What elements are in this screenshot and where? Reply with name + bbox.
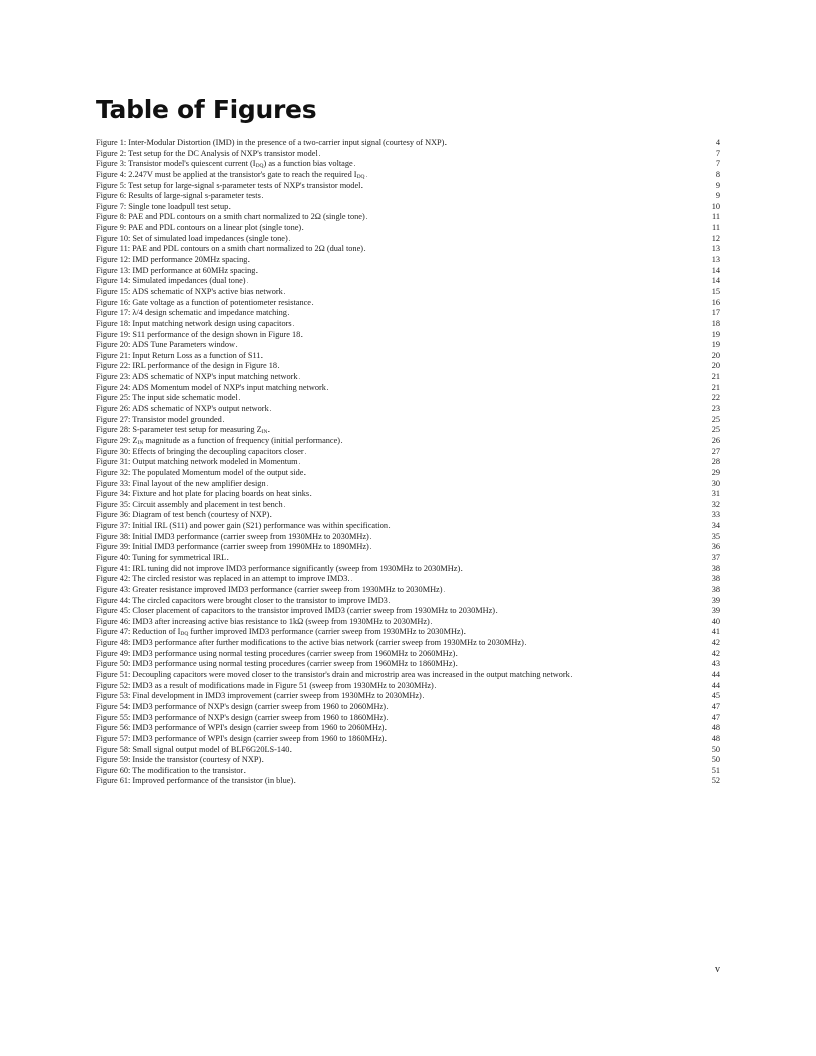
- figure-entry-page: 25: [711, 414, 720, 424]
- figure-entry-page: 31: [711, 489, 720, 499]
- figure-entry[interactable]: [96, 319, 720, 330]
- figure-entry[interactable]: [96, 489, 720, 500]
- dot-leader: [354, 159, 715, 170]
- dot-leader: [496, 606, 711, 617]
- dot-leader: [299, 457, 711, 468]
- dot-leader: [366, 170, 715, 181]
- figure-entry[interactable]: [96, 308, 720, 319]
- figure-entry[interactable]: [96, 223, 720, 234]
- figure-entry-label: Figure 21: Input Return Loss as a function of S11: [96, 350, 261, 360]
- figure-entry[interactable]: [96, 574, 720, 585]
- figure-entry-label: Figure 31: Output matching network modeled in Momentum: [96, 457, 298, 467]
- figure-entry-page: 30: [711, 478, 720, 488]
- figure-entry[interactable]: [96, 276, 720, 287]
- dot-leader: [385, 723, 710, 734]
- dot-leader: [461, 564, 710, 575]
- figure-entry-page: 26: [711, 435, 720, 445]
- dot-leader: [284, 500, 711, 511]
- figure-entry-label: Figure 20: ADS Tune Parameters window: [96, 340, 235, 350]
- figure-entry-page: 43: [711, 659, 720, 669]
- dot-leader: [370, 542, 711, 553]
- figure-entry-label: Figure 36: Diagram of test bench (courtesy of NXP): [96, 510, 270, 520]
- figure-entry-page: 19: [711, 340, 720, 350]
- figure-entry-page: 38: [711, 584, 720, 594]
- figure-entry[interactable]: [96, 457, 720, 468]
- figure-entry-page: 50: [711, 755, 720, 765]
- figure-entry-label: Figure 11: PAE and PDL contours on a smith chart normalized to 2Ω (dual tone): [96, 244, 364, 254]
- page-number: v: [715, 964, 720, 975]
- figure-entry-page: 50: [711, 744, 720, 754]
- figure-entry-page: 33: [711, 510, 720, 520]
- figure-entry[interactable]: [96, 149, 720, 160]
- figure-entry[interactable]: [96, 159, 720, 170]
- figure-entry[interactable]: [96, 298, 720, 309]
- figure-entry-label: Figure 2: Test setup for the DC Analysis of NXP's transistor model: [96, 148, 318, 158]
- figure-entry[interactable]: [96, 542, 720, 553]
- figure-entry-page: 17: [711, 308, 720, 318]
- figure-entry[interactable]: [96, 372, 720, 383]
- dot-leader: [361, 181, 714, 192]
- figure-entry-label: Figure 43: Greater resistance improved IMD3 performance (carrier sweep from 1930MHz to 2030MHz): [96, 584, 443, 594]
- figure-entry[interactable]: [96, 361, 720, 372]
- figure-entry-label: Figure 37: Initial IRL (S11) and power gain (S21) performance was within specification: [96, 521, 389, 531]
- figure-entry[interactable]: [96, 138, 720, 149]
- figure-entry-label: Figure 61: Improved performance of the transistor (in blue): [96, 776, 294, 786]
- dot-leader: [310, 489, 711, 500]
- figure-entry-page: 48: [711, 723, 720, 733]
- dot-leader: [293, 319, 711, 330]
- figure-entry-label: Figure 49: IMD3 performance using normal testing procedures (carrier sweep from 1960MHz to 2060MHz): [96, 648, 456, 658]
- figure-entry-page: 36: [711, 542, 720, 552]
- figure-entry-label: Figure 53: Final development in IMD3 improvement (carrier sweep from 1930MHz to 2030MHz): [96, 691, 422, 701]
- figure-entry[interactable]: [96, 649, 720, 660]
- dot-leader: [262, 191, 715, 202]
- figure-entry-label: Figure 56: IMD3 performance of WPI's design (carrier sweep from 1960 to 2060MHz): [96, 723, 385, 733]
- figure-entry[interactable]: [96, 436, 720, 447]
- figure-entry[interactable]: [96, 212, 720, 223]
- figure-entry-page: 34: [711, 521, 720, 531]
- figure-entry-page: 38: [711, 574, 720, 584]
- figure-entry-label: Figure 45: Closer placement of capacitors to the transistor improved IMD3 (carrier sweep from 1930MHz to 2030MHz): [96, 606, 496, 616]
- figure-entry-page: 20: [711, 350, 720, 360]
- dot-leader: [301, 330, 710, 341]
- figure-entry[interactable]: [96, 659, 720, 670]
- figure-entry[interactable]: [96, 617, 720, 628]
- figure-entry-label: Figure 9: PAE and PDL contours on a linear plot (single tone): [96, 223, 302, 233]
- figure-entry-label: Figure 23: ADS schematic of NXP's input matching network: [96, 372, 298, 382]
- dot-leader: [284, 287, 711, 298]
- dot-leader: [227, 553, 710, 564]
- figure-entry-label: Figure 5: Test setup for large-signal s-parameter tests of NXP's transistor model: [96, 180, 361, 190]
- figure-entry-label: Figure 3: Transistor model's quiescent current $(I_{DQ})$ as a function bias voltage: [96, 159, 353, 170]
- figure-entry-page: 21: [711, 372, 720, 382]
- figure-entry-label: Figure 58: Small signal output model of BLF6G20LS-140: [96, 744, 290, 754]
- figure-entry-page: 42: [711, 648, 720, 658]
- dot-leader: [385, 734, 710, 745]
- figure-entry[interactable]: [96, 532, 720, 543]
- figure-entry-label: Figure 6: Results of large-signal s-parameter tests: [96, 191, 261, 201]
- dot-leader: [312, 298, 711, 309]
- figure-entry-label: Figure 16: Gate voltage as a function of potentiometer resistance: [96, 297, 311, 307]
- figure-entry-page: 47: [711, 701, 720, 711]
- figure-entry-page: 47: [711, 712, 720, 722]
- figure-entry-page: 10: [711, 201, 720, 211]
- dot-leader: [351, 574, 711, 585]
- figure-entry-label: Figure 44: The circled capacitors were brought closer to the transistor to improve IMD3: [96, 595, 388, 605]
- figure-entry[interactable]: [96, 734, 720, 745]
- figure-entry[interactable]: [96, 745, 720, 756]
- figure-entry[interactable]: [96, 766, 720, 777]
- figure-entry-page: 18: [711, 318, 720, 328]
- figure-entry[interactable]: [96, 585, 720, 596]
- dot-leader: [223, 415, 711, 426]
- figure-entry[interactable]: [96, 393, 720, 404]
- figure-entry-page: 16: [711, 297, 720, 307]
- figure-entry-page: 51: [711, 765, 720, 775]
- figure-entry-label: Figure 12: IMD performance 20MHz spacing: [96, 255, 248, 265]
- figure-entry-page: 9: [715, 191, 720, 201]
- figure-entry-label: Figure 24: ADS Momentum model of NXP's input matching network: [96, 382, 326, 392]
- dot-leader: [366, 212, 711, 223]
- figure-entry-label: Figure 18: Input matching network design using capacitors: [96, 318, 292, 328]
- dot-leader: [289, 234, 711, 245]
- figure-entry[interactable]: [96, 670, 720, 681]
- dot-leader: [288, 308, 711, 319]
- figure-entry[interactable]: [96, 564, 720, 575]
- dot-leader: [456, 659, 711, 670]
- dot-leader: [256, 266, 710, 277]
- dot-leader: [319, 149, 715, 160]
- dot-leader: [294, 776, 710, 787]
- figure-entry-label: Figure 28: S-parameter test setup for measuring $Z_{IN}$: [96, 425, 268, 436]
- figure-entry[interactable]: [96, 638, 720, 649]
- figure-entry-page: 44: [711, 670, 720, 680]
- figure-entry-label: Figure 33: Final layout of the new amplifier design: [96, 478, 266, 488]
- figure-entry-label: Figure 10: Set of simulated load impedances (single tone): [96, 233, 288, 243]
- figure-entry-label: Figure 25: The input side schematic model: [96, 393, 238, 403]
- figure-entry-page: 21: [711, 382, 720, 392]
- figure-entry-page: 38: [711, 563, 720, 573]
- figure-entry[interactable]: [96, 330, 720, 341]
- figure-entry-page: 37: [711, 552, 720, 562]
- dot-leader: [270, 510, 710, 521]
- dot-leader: [525, 638, 711, 649]
- figure-entry-label: Figure 29: $Z_{IN}$ magnitude as a function of frequency (initial performance): [96, 435, 341, 446]
- figure-entry-page: 7: [715, 148, 720, 158]
- figure-entry-page: 29: [711, 467, 720, 477]
- dot-leader: [456, 649, 711, 660]
- dot-leader: [364, 244, 711, 255]
- figure-entry-label: Figure 46: IMD3 after increasing active bias resistance to 1kΩ (sweep from 1930MHz to 2030MHz): [96, 616, 430, 626]
- dot-leader: [302, 223, 711, 234]
- figure-entry-label: Figure 57: IMD3 performance of WPI's design (carrier sweep from 1960 to 1860MHz): [96, 733, 385, 743]
- figure-entry-page: 40: [711, 616, 720, 626]
- figure-entry-label: Figure 32: The populated Momentum model of the output side: [96, 467, 304, 477]
- dot-leader: [229, 202, 710, 213]
- figure-entry-label: Figure 38: Initial IMD3 performance (carrier sweep from 1930MHz to 2030MHz): [96, 531, 369, 541]
- figure-entry-label: Figure 59: Inside the transistor (courtesy of NXP): [96, 755, 262, 765]
- dot-leader: [268, 425, 710, 436]
- figure-entry-label: Figure 15: ADS schematic of NXP's active bias network: [96, 286, 283, 296]
- figure-entry[interactable]: [96, 691, 720, 702]
- figure-entry-label: Figure 60: The modification to the transistor: [96, 765, 244, 775]
- dot-leader: [464, 627, 710, 638]
- figure-entry-label: Figure 47: Reduction of $I_{DQ}$ further improved IMD3 performance (carrier sweep from 1930MHz to 2030MHz): [96, 627, 464, 638]
- dot-leader: [270, 404, 711, 415]
- figure-entry-page: 14: [711, 265, 720, 275]
- figure-entry-label: Figure 35: Circuit assembly and placement in test bench: [96, 499, 283, 509]
- figure-entry[interactable]: [96, 340, 720, 351]
- figure-entry-page: 52: [711, 776, 720, 786]
- figure-entry[interactable]: [96, 266, 720, 277]
- dot-leader: [261, 351, 710, 362]
- figure-entry-label: Figure 30: Effects of bringing the decoupling capacitors closer: [96, 446, 304, 456]
- figure-entry-label: Figure 34: Fixture and hot plate for placing boards on heat sinks: [96, 489, 310, 499]
- figure-entry-page: 9: [715, 180, 720, 190]
- figure-entry-label: Figure 13: IMD performance at 60MHz spacing: [96, 265, 256, 275]
- dot-leader: [290, 745, 710, 756]
- figure-entry[interactable]: [96, 383, 720, 394]
- figure-entry-label: Figure 17: λ/4 design schematic and impedance matching: [96, 308, 287, 318]
- figure-entry-label: Figure 22: IRL performance of the design in Figure 18: [96, 361, 278, 371]
- figure-entry-page: 27: [711, 446, 720, 456]
- figure-entry-label: Figure 7: Single tone loadpull test setup: [96, 201, 229, 211]
- figure-entry[interactable]: [96, 755, 720, 766]
- figure-entry-page: 15: [711, 286, 720, 296]
- dot-leader: [327, 383, 711, 394]
- dot-leader: [387, 702, 711, 713]
- figure-entry[interactable]: [96, 479, 720, 490]
- figure-entry[interactable]: [96, 596, 720, 607]
- dot-leader: [244, 766, 710, 777]
- figure-entry-page: 13: [711, 244, 720, 254]
- figure-entry[interactable]: [96, 702, 720, 713]
- figure-entry[interactable]: [96, 415, 720, 426]
- figure-entry-label: Figure 19: S11 performance of the design shown in Figure 18: [96, 329, 301, 339]
- figure-entry-page: 44: [711, 680, 720, 690]
- dot-leader: [389, 596, 711, 607]
- dot-leader: [247, 276, 711, 287]
- dot-leader: [444, 585, 711, 596]
- figure-entry-label: Figure 40: Tuning for symmetrical IRL: [96, 552, 227, 562]
- figure-entry-page: 7: [715, 159, 720, 169]
- dot-leader: [445, 138, 714, 149]
- figure-entry[interactable]: [96, 606, 720, 617]
- figure-entry-page: 39: [711, 606, 720, 616]
- dot-leader: [304, 468, 710, 479]
- figure-entry[interactable]: [96, 627, 720, 638]
- figure-entry[interactable]: [96, 191, 720, 202]
- figure-entry[interactable]: [96, 510, 720, 521]
- dot-leader: [431, 617, 711, 628]
- dot-leader: [341, 436, 711, 447]
- figure-entry-page: 45: [711, 691, 720, 701]
- figure-entry[interactable]: [96, 713, 720, 724]
- figure-entry-page: 39: [711, 595, 720, 605]
- dot-leader: [387, 713, 711, 724]
- figure-entry-page: 13: [711, 255, 720, 265]
- dot-leader: [239, 393, 711, 404]
- figure-entry[interactable]: [96, 244, 720, 255]
- dot-leader: [248, 255, 710, 266]
- figure-entry-page: 22: [711, 393, 720, 403]
- dot-leader: [236, 340, 711, 351]
- figure-entry-label: Figure 51: Decoupling capacitors were moved closer to the transistor's drain and microstrip area was increased in the output matching network: [96, 670, 570, 680]
- figure-entry-page: 8: [715, 169, 720, 179]
- figure-entry-page: 19: [711, 329, 720, 339]
- figure-entry[interactable]: [96, 723, 720, 734]
- dot-leader: [370, 532, 711, 543]
- figure-entry-page: 48: [711, 733, 720, 743]
- figure-entry[interactable]: [96, 425, 720, 436]
- figure-entry-label: Figure 14: Simulated impedances (dual tone): [96, 276, 246, 286]
- dot-leader: [435, 681, 711, 692]
- figure-entry[interactable]: [96, 202, 720, 213]
- figure-entry-page: 11: [712, 223, 720, 233]
- figure-entry[interactable]: [96, 404, 720, 415]
- dot-leader: [423, 691, 711, 702]
- figure-entry-page: 28: [711, 457, 720, 467]
- figure-entry[interactable]: [96, 553, 720, 564]
- figure-entry-page: 25: [711, 425, 720, 435]
- figure-entry[interactable]: [96, 521, 720, 532]
- figure-list: [96, 138, 720, 787]
- figure-entry-label: Figure 50: IMD3 performance using normal testing procedures (carrier sweep from 1960MHz to 1860MHz): [96, 659, 456, 669]
- figure-entry-page: 11: [712, 212, 720, 222]
- dot-leader: [571, 670, 711, 681]
- figure-entry-page: 12: [711, 233, 720, 243]
- figure-entry[interactable]: [96, 287, 720, 298]
- dot-leader: [267, 479, 711, 490]
- figure-entry[interactable]: [96, 351, 720, 362]
- figure-entry[interactable]: [96, 234, 720, 245]
- figure-entry-label: Figure 39: Initial IMD3 performance (carrier sweep from 1990MHz to 1890MHz): [96, 542, 369, 552]
- figure-entry-label: Figure 26: ADS schematic of NXP's output network: [96, 404, 269, 414]
- dot-leader: [262, 755, 710, 766]
- figure-entry[interactable]: [96, 447, 720, 458]
- dot-leader: [305, 447, 711, 458]
- figure-entry[interactable]: [96, 468, 720, 479]
- figure-entry[interactable]: [96, 500, 720, 511]
- figure-entry[interactable]: [96, 681, 720, 692]
- figure-entry-label: Figure 1: Inter-Modular Distortion (IMD) in the presence of a two-carrier input signal (courtesy of NXP): [96, 138, 445, 147]
- figure-entry-page: 35: [711, 531, 720, 541]
- dot-leader: [389, 521, 711, 532]
- figure-entry-label: Figure 4: 2.247V must be applied at the transistor's gate to reach the required $I_{DQ}$: [96, 169, 365, 180]
- figure-entry-page: 14: [711, 276, 720, 286]
- figure-entry-label: Figure 42: The circled resistor was replaced in an attempt to improve IMD3.: [96, 574, 350, 584]
- figure-entry-page: 41: [711, 627, 720, 637]
- figure-entry-label: Figure 27: Transistor model grounded: [96, 414, 222, 424]
- figure-entry-label: Figure 52: IMD3 as a result of modifications made in Figure 51 (sweep from 1930MHz to 2030MHz): [96, 680, 434, 690]
- dot-leader: [278, 361, 711, 372]
- figure-entry[interactable]: [96, 181, 720, 192]
- figure-entry-page: 32: [711, 499, 720, 509]
- figure-entry[interactable]: [96, 776, 720, 787]
- figure-entry[interactable]: [96, 255, 720, 266]
- figure-entry-page: 23: [711, 404, 720, 414]
- figure-entry-label: Figure 8: PAE and PDL contours on a smith chart normalized to 2Ω (single tone): [96, 212, 365, 222]
- figure-entry-label: Figure 54: IMD3 performance of NXP's design (carrier sweep from 1960 to 2060MHz): [96, 701, 386, 711]
- figure-entry-label: Figure 55: IMD3 performance of NXP's design (carrier sweep from 1960 to 1860MHz): [96, 712, 386, 722]
- page-title: Table of Figures: [96, 95, 317, 124]
- figure-entry-label: Figure 48: IMD3 performance after further modifications to the active bias network (carrier sweep from 1930MHz to 2030MHz): [96, 638, 524, 648]
- figure-entry-page: 4: [715, 138, 720, 147]
- figure-entry-page: 42: [711, 638, 720, 648]
- figure-entry[interactable]: [96, 170, 720, 181]
- figure-entry-label: Figure 41: IRL tuning did not improve IMD3 performance significantly (sweep from 1930MHz to 2030MHz): [96, 563, 461, 573]
- figure-entry-page: 20: [711, 361, 720, 371]
- dot-leader: [299, 372, 711, 383]
